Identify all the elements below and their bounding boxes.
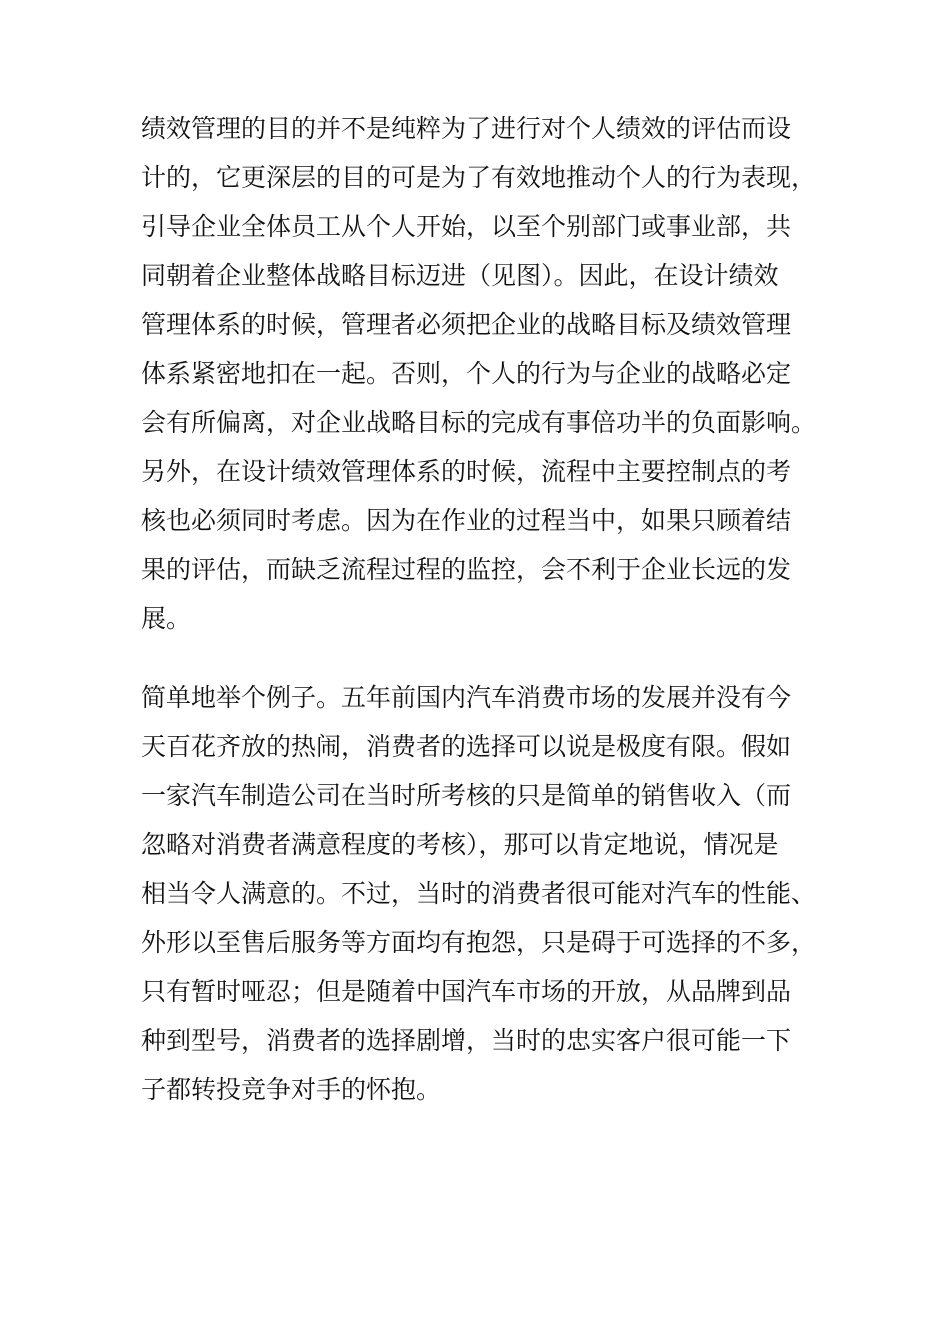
text-line: 体系紧密地扣在一起。否则，个人的行为与企业的战略必定 [141, 359, 792, 388]
paragraph-car-market-example [141, 673, 821, 1114]
text-line: 展。 [141, 604, 192, 633]
text-line: 一家汽车制造公司在当时所考核的只是简单的销售收入（而 [141, 781, 792, 810]
text-line: 引导企业全体员工从个人开始，以至个别部门或事业部，共 [141, 212, 792, 241]
text-line: 天百花齐放的热闹，消费者的选择可以说是极度有限。假如 [141, 732, 792, 761]
text-line: 相当令人满意的。不过，当时的消费者很可能对汽车的性能、 [141, 879, 817, 908]
text-line: 外形以至售后服务等方面均有抱怨，只是碍于可选择的不多， [141, 928, 817, 957]
text-line: 忽略对消费者满意程度的考核），那可以肯定地说，情况是 [141, 830, 779, 859]
text-line: 核也必须同时考虑。因为在作业的过程当中，如果只顾着结 [141, 506, 792, 535]
text-line: 会有所偏离，对企业战略目标的完成有事倍功半的负面影响。 [141, 408, 817, 437]
paragraph-performance-management [141, 104, 821, 643]
text-line: 同朝着企业整体战略目标迈进（见图）。因此，在设计绩效 [141, 261, 779, 290]
text-line: 另外，在设计绩效管理体系的时候，流程中主要控制点的考 [141, 457, 792, 486]
text-line: 只有暂时哑忍；但是随着中国汽车市场的开放，从品牌到品 [141, 977, 792, 1006]
text-line: 种到型号，消费者的选择剧增，当时的忠实客户很可能一下 [141, 1026, 792, 1055]
text-line: 计的，它更深层的目的可是为了有效地推动个人的行为表现， [141, 163, 817, 192]
text-line: 果的评估，而缺乏流程过程的监控，会不利于企业长远的发 [141, 555, 792, 584]
text-line: 管理体系的时候，管理者必须把企业的战略目标及绩效管理 [141, 310, 792, 339]
text-line: 绩效管理的目的并不是纯粹为了进行对个人绩效的评估而设 [141, 114, 792, 143]
text-line: 子都转投竞争对手的怀抱。 [141, 1075, 442, 1104]
text-line: 简单地举个例子。五年前国内汽车消费市场的发展并没有今 [141, 683, 792, 712]
